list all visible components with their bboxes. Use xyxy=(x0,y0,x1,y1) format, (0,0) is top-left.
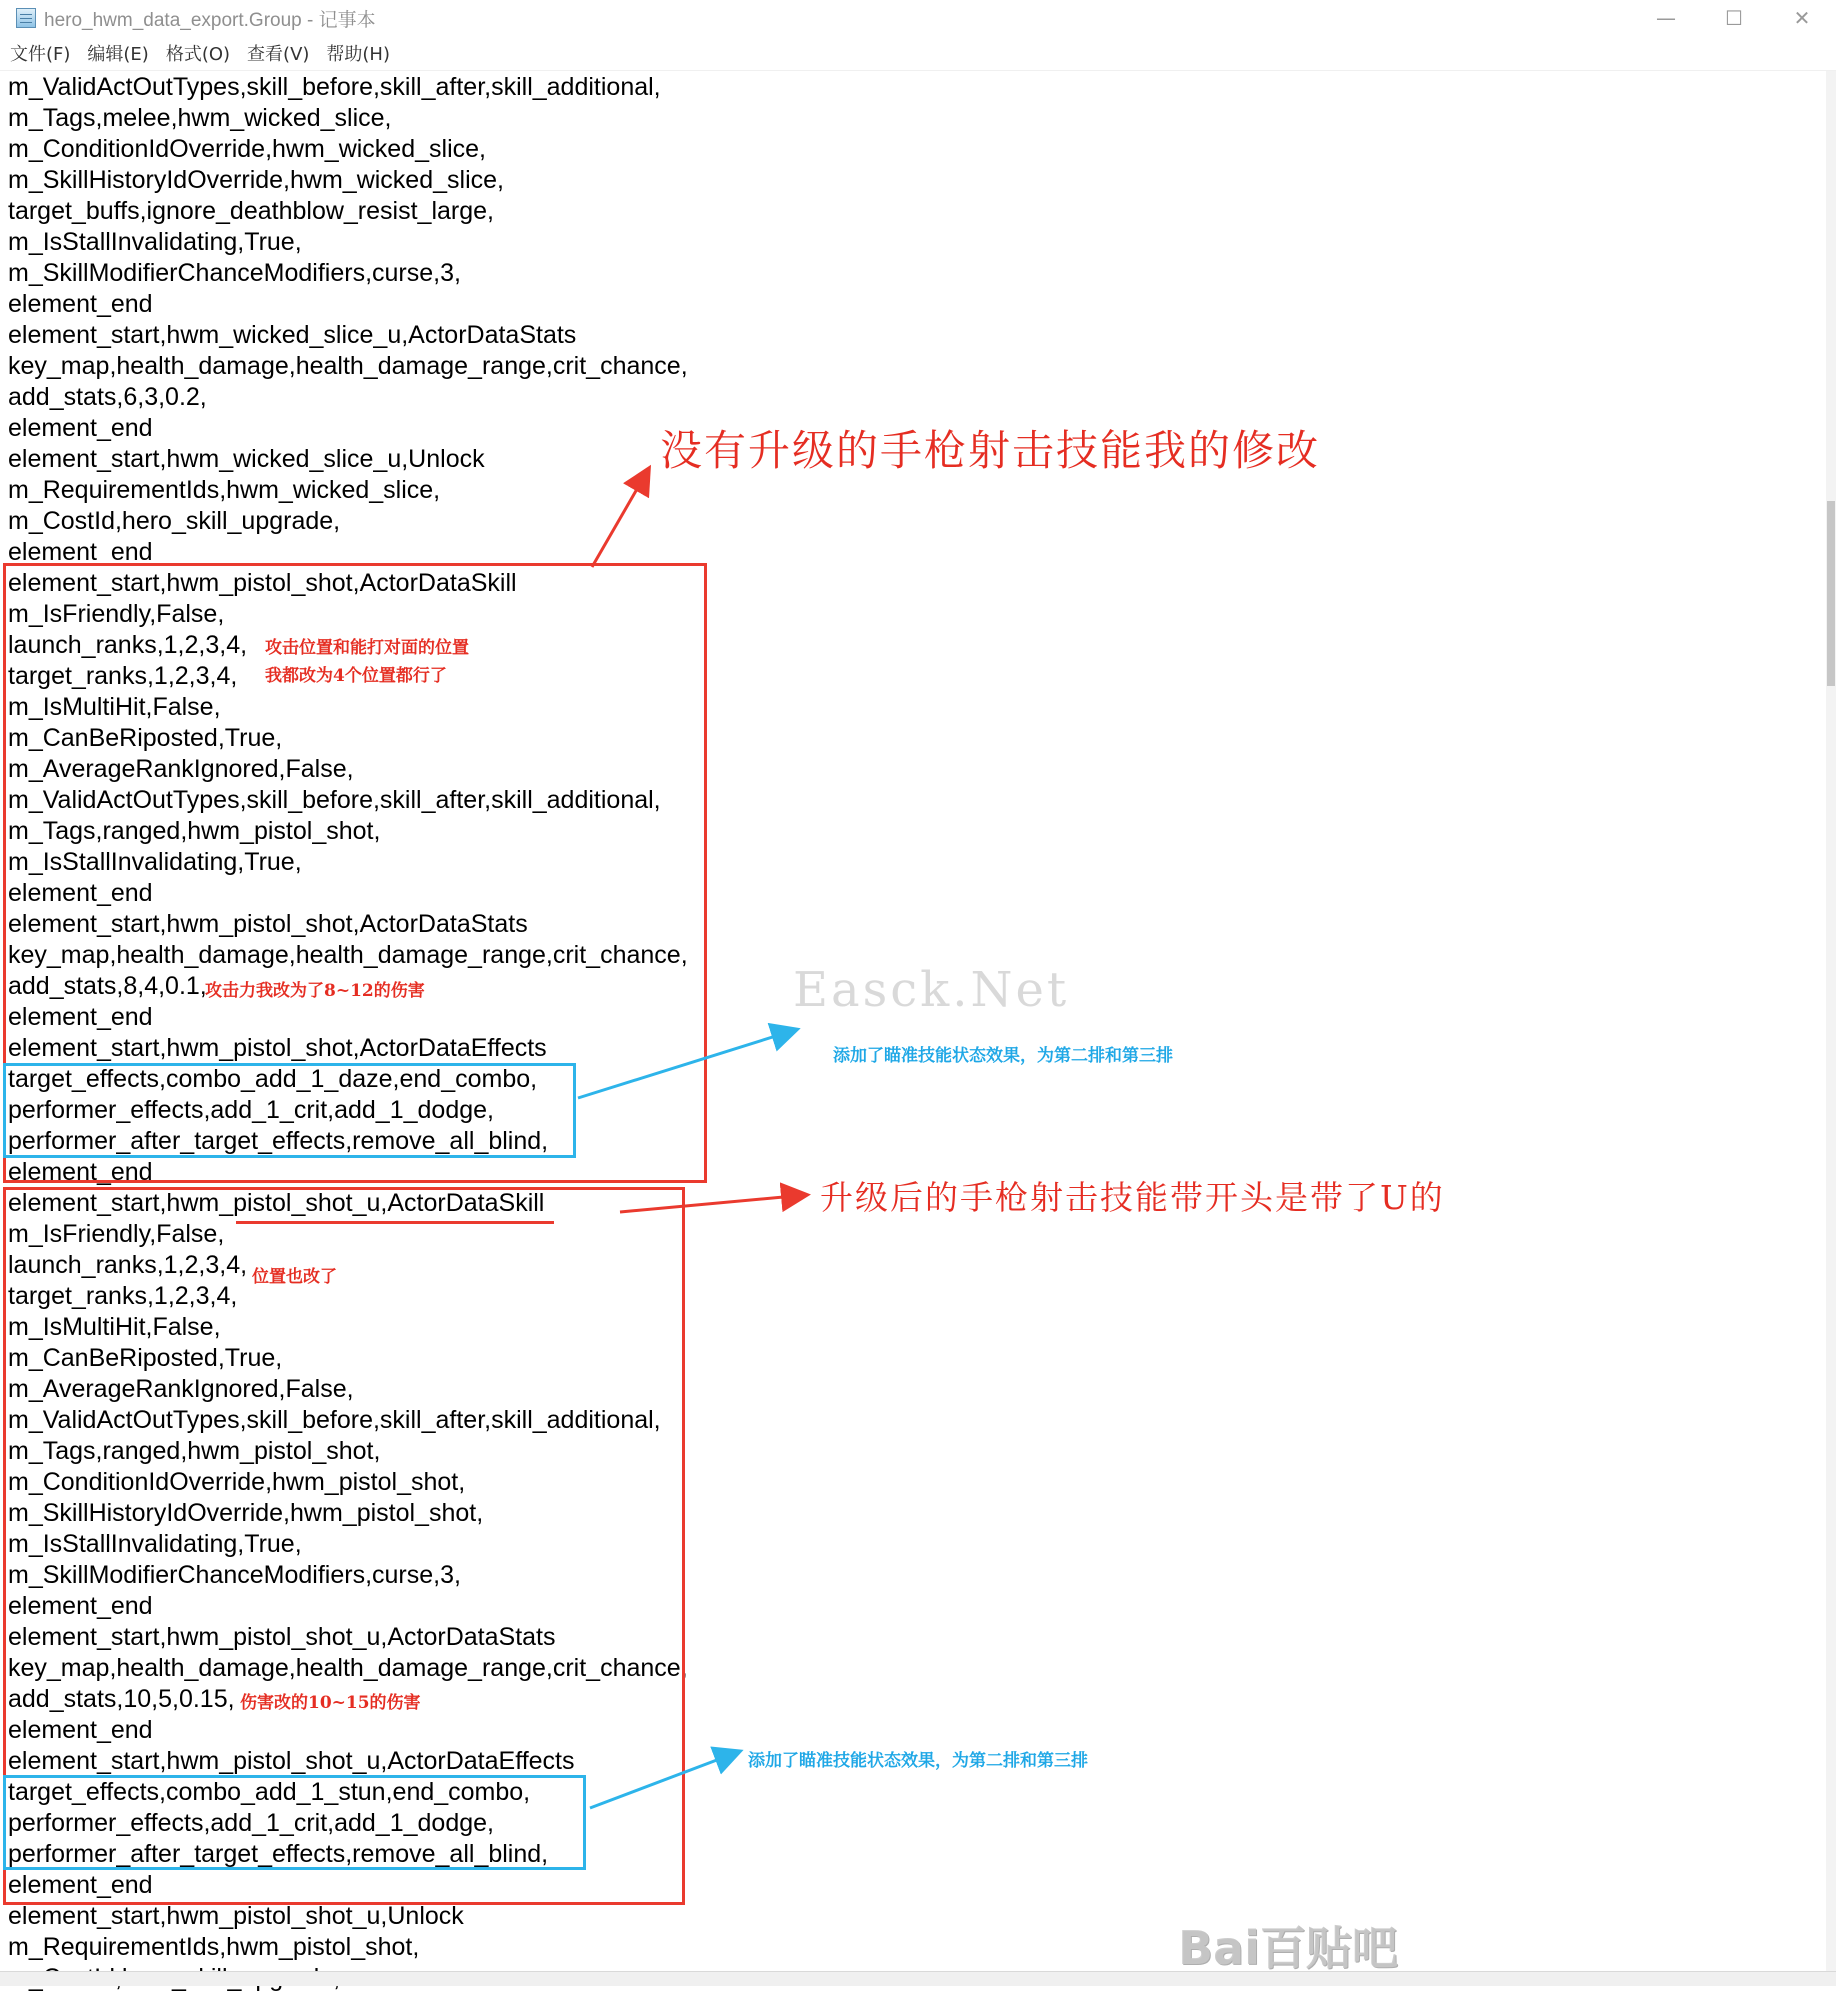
text-line: m_SkillModifierChanceModifiers,curse,3, xyxy=(8,259,461,287)
maximize-button[interactable]: ☐ xyxy=(1725,6,1743,30)
text-line: element_end xyxy=(8,879,153,907)
text-line: launch_ranks,1,2,3,4, xyxy=(8,1251,248,1279)
damage-note-2: 伤害改的10~15的伤害 xyxy=(240,1693,421,1713)
menu-file[interactable]: 文件(F) xyxy=(10,44,71,65)
text-line: m_IsStallInvalidating,True, xyxy=(8,228,302,256)
menu-format[interactable]: 格式(O) xyxy=(165,44,231,65)
arrow-to-upgraded-title xyxy=(620,1195,805,1212)
text-line: m_ValidActOutTypes,skill_before,skill_after,skill_additional, xyxy=(8,73,661,101)
text-line: target_ranks,1,2,3,4, xyxy=(8,662,238,690)
text-line: m_ConditionIdOverride,hwm_pistol_shot, xyxy=(8,1468,466,1496)
text-line: element_end xyxy=(8,414,153,442)
text-line: m_Tags,ranged,hwm_pistol_shot, xyxy=(8,817,381,845)
text-line: target_buffs,ignore_deathblow_resist_large, xyxy=(8,197,494,225)
rank-note-line-2: 我都改为4个位置都行了 xyxy=(265,666,447,686)
text-line: key_map,health_damage,health_damage_range,crit_chance, xyxy=(8,352,688,380)
rank-note-3: 位置也改了 xyxy=(252,1267,337,1287)
text-line: element_start,hwm_wicked_slice_u,ActorDataStats xyxy=(8,321,577,349)
unupgraded-skill-title-note: 没有升级的手枪射击技能我的修改 xyxy=(660,426,1321,475)
menu-edit[interactable]: 编辑(E) xyxy=(87,44,149,65)
window-title: hero_hwm_data_export.Group - 记事本 xyxy=(44,9,376,31)
text-line: key_map,health_damage,health_damage_range,crit_chance, xyxy=(8,941,688,969)
text-line: add_stats,6,3,0.2, xyxy=(8,383,207,411)
text-line: performer_effects,add_1_crit,add_1_dodge, xyxy=(8,1096,494,1124)
text-line: element_end xyxy=(8,290,153,318)
effects-note-1: 添加了瞄准技能状态效果，为第二排和第三排 xyxy=(833,1046,1173,1066)
text-line: element_start,hwm_pistol_shot,ActorDataSkill xyxy=(8,569,517,597)
text-line: m_IsMultiHit,False, xyxy=(8,693,221,721)
text-line: m_IsStallInvalidating,True, xyxy=(8,848,302,876)
arrow-to-unupgraded-title xyxy=(592,470,648,567)
text-line: target_effects,combo_add_1_daze,end_combo, xyxy=(8,1065,538,1093)
text-line: element_start,hwm_pistol_shot_u,ActorDataEffects xyxy=(8,1747,575,1775)
text-line: target_effects,combo_add_1_stun,end_combo, xyxy=(8,1778,531,1806)
text-line: m_SkillModifierChanceModifiers,curse,3, xyxy=(8,1561,461,1589)
text-line: key_map,health_damage,health_damage_range,crit_chance, xyxy=(8,1654,688,1682)
upgraded-skill-title-note: 升级后的手枪射击技能带开头是带了U的 xyxy=(820,1178,1445,1217)
text-line: target_ranks,1,2,3,4, xyxy=(8,1282,238,1310)
text-line: m_CanBeRiposted,True, xyxy=(8,1344,283,1372)
text-line: element_start,hwm_pistol_shot,ActorDataStats xyxy=(8,910,528,938)
text-line: m_IsMultiHit,False, xyxy=(8,1313,221,1341)
text-line: m_AverageRankIgnored,False, xyxy=(8,1375,354,1403)
text-line: m_RequirementIds,hwm_pistol_shot, xyxy=(8,1933,420,1961)
arrow-to-effects-note-1 xyxy=(578,1030,795,1098)
text-line: element_end xyxy=(8,1592,153,1620)
text-line: element_start,hwm_pistol_shot,ActorDataEffects xyxy=(8,1034,547,1062)
text-line: m_IsFriendly,False, xyxy=(8,600,225,628)
text-line: launch_ranks,1,2,3,4, xyxy=(8,631,248,659)
text-line: m_AverageRankIgnored,False, xyxy=(8,755,354,783)
text-line: m_ConditionIdOverride,hwm_wicked_slice, xyxy=(8,135,486,163)
menu-view[interactable]: 查看(V) xyxy=(247,44,310,65)
text-line: performer_after_target_effects,remove_all_blind, xyxy=(8,1127,549,1155)
text-line: element_end xyxy=(8,1003,153,1031)
text-line: element_end xyxy=(8,538,153,566)
easck-watermark: Easck.Net xyxy=(793,962,1070,1018)
text-line: m_CanBeRiposted,True, xyxy=(8,724,283,752)
text-line: m_ValidActOutTypes,skill_before,skill_after,skill_additional, xyxy=(8,1406,661,1434)
text-line: m_SkillHistoryIdOverride,hwm_pistol_shot, xyxy=(8,1499,484,1527)
text-line: m_Tags,melee,hwm_wicked_slice, xyxy=(8,104,392,132)
text-line: m_IsFriendly,False, xyxy=(8,1220,225,1248)
text-line: add_stats,10,5,0.15, xyxy=(8,1685,235,1713)
rank-note-line-1: 攻击位置和能打对面的位置 xyxy=(265,638,469,658)
baidu-tieba-watermark: Bai百贴吧 xyxy=(1178,1921,1398,1975)
text-line: m_ValidActOutTypes,skill_before,skill_after,skill_additional, xyxy=(8,786,661,814)
text-line: element_start,hwm_pistol_shot_u,Unlock xyxy=(8,1902,464,1930)
text-line: element_start,hwm_pistol_shot_u,ActorDataStats xyxy=(8,1623,556,1651)
text-line: performer_effects,add_1_crit,add_1_dodge, xyxy=(8,1809,494,1837)
text-line: m_CostId,hero_skill_upgrade, xyxy=(8,507,341,535)
text-line: m_SkillHistoryIdOverride,hwm_wicked_slice, xyxy=(8,166,504,194)
text-line: m_RequirementIds,hwm_wicked_slice, xyxy=(8,476,441,504)
text-line: m_Tags,ranged,hwm_pistol_shot, xyxy=(8,1437,381,1465)
text-line: element_start,hwm_pistol_shot_u,ActorDataSkill xyxy=(8,1189,545,1217)
text-line: add_stats,8,4,0.1, xyxy=(8,972,207,1000)
text-line: performer_after_target_effects,remove_all_blind, xyxy=(8,1840,549,1868)
text-line: element_start,hwm_wicked_slice_u,Unlock xyxy=(8,445,485,473)
text-line: element_end xyxy=(8,1716,153,1744)
close-button[interactable]: ✕ xyxy=(1793,6,1811,30)
arrow-to-effects-note-2 xyxy=(590,1752,738,1808)
effects-note-2: 添加了瞄准技能状态效果，为第二排和第三排 xyxy=(748,1751,1088,1771)
text-line: element_end xyxy=(8,1158,153,1186)
menu-help[interactable]: 帮助(H) xyxy=(326,44,390,65)
minimize-button[interactable]: — xyxy=(1656,6,1676,30)
text-line: m_IsStallInvalidating,True, xyxy=(8,1530,302,1558)
damage-note-1: 攻击力我改为了8~12的伤害 xyxy=(205,981,425,1001)
text-line: element_end xyxy=(8,1871,153,1899)
